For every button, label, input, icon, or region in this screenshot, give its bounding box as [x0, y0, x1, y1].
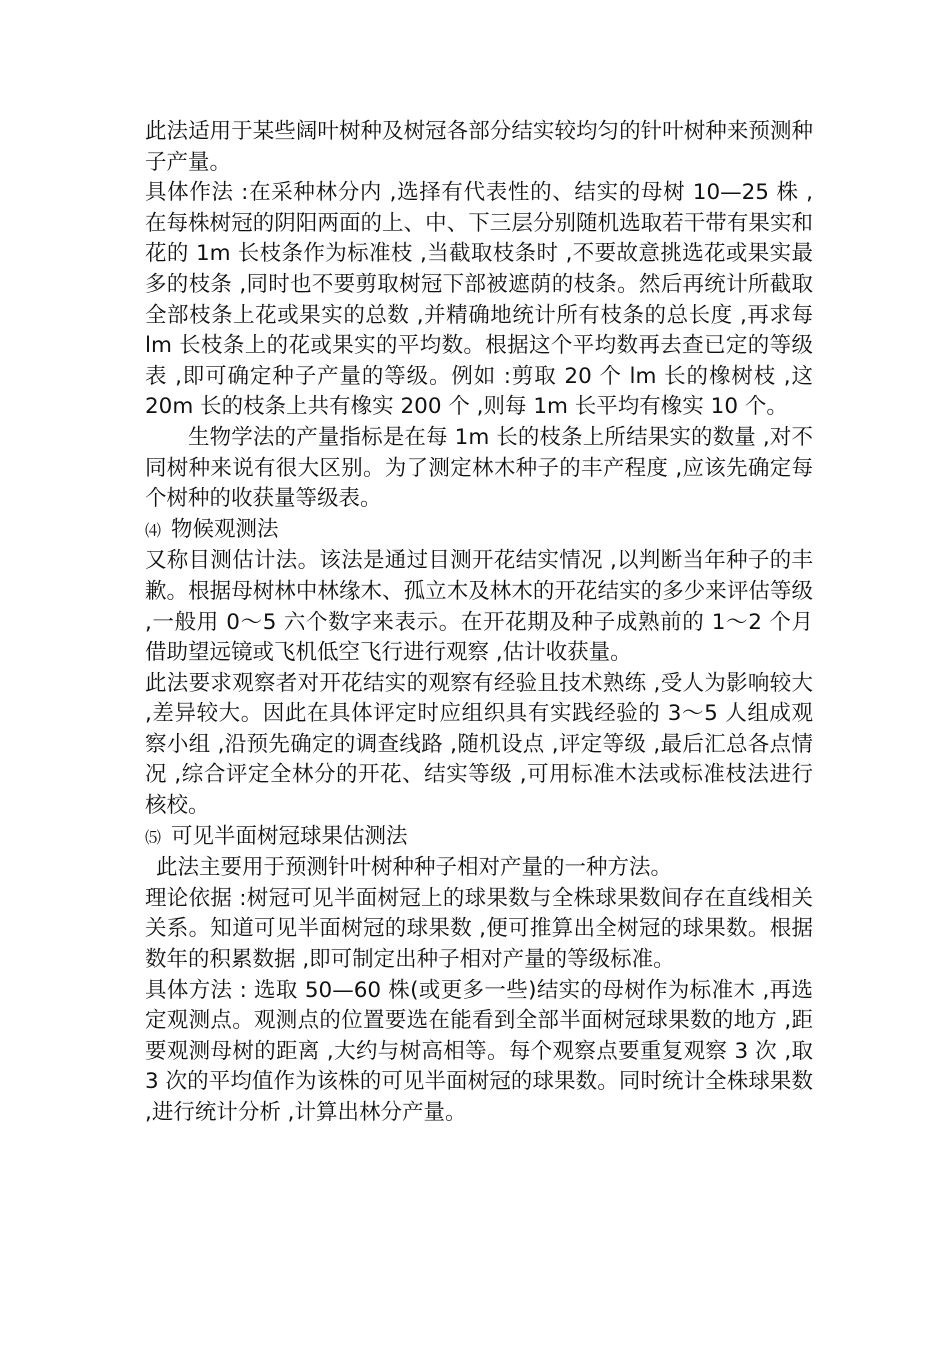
paragraph-specific-method: 具体方法 : 选取 50—60 株(或更多一些)结实的母树作为标准木 ,再选定观测点。观测点的位置要选在能看到全部半面树冠球果数的地方 ,距要观测母树的距离 ,大约与树高相等。每个观察点要重复观察 3 次 ,取 3 次的平均值作为该株的可见半面树冠的球果数。同时统计全株球果数 ,进行统计分析 ,计算出林分产量。 [145, 977, 813, 1125]
paragraph-scope: 此法适用于某些阔叶树种及树冠各部分结实较均匀的针叶树种来预测种子产量。 [145, 119, 813, 175]
paragraph-observer-requirements: 此法要求观察者对开花结实的观察有经验且技术熟练 ,受人为影响较大 ,差异较大。因此在具体评定时应组织具有实践经验的 3～5 人组成观察小组 ,沿预先确定的调查线路 ,随机设点 ,评定等级 ,最后汇总各点情况 ,综合评定全林分的开花、结实等级 ,可用标准木法或标准枝法进行核校。 [145, 670, 813, 819]
paragraph-theory-basis: 理论依据 :树冠可见半面树冠上的球果数与全株球果数间存在直线相关关系。知道可见半面树冠的球果数 ,便可推算出全树冠的球果数。根据数年的积累数据 ,即可制定出种子相对产量的等级标准。 [145, 885, 813, 973]
paragraph-visual-estimate: 又称目测估计法。该法是通过目测开花结实情况 ,以判断当年种子的丰歉。根据母树林中林缘木、孤立木及林木的开花结实的多少来评估等级 ,一般用 0～5 六个数字来表示。在开花期及种子成熟前的 1～2 个月借助望远镜或飞机低空飞行进行观察 ,估计收获量。 [145, 548, 813, 666]
heading-half-crown-method [145, 822, 813, 854]
paragraph-method-purpose: 此法主要用于预测针叶树种种子相对产量的一种方法。 [156, 855, 673, 881]
heading-number: ⑷ [145, 520, 162, 540]
paragraph-biological-index: 生物学法的产量指标是在每 1m 长的枝条上所结果实的数量 ,对不同树种来说有很大区别。为了测定林木种子的丰产程度 ,应该先确定每个树种的收获量等级表。 [145, 424, 813, 512]
heading-phenology-method [145, 515, 813, 547]
heading-text: 物候观测法 [171, 516, 279, 542]
heading-number: ⑸ [145, 827, 162, 847]
document-body [145, 117, 813, 1129]
heading-text: 可见半面树冠球果估测法 [171, 823, 408, 849]
paragraph-procedure: 具体作法 :在采种林分内 ,选择有代表性的、结实的母树 10—25 株 ,在每株树冠的阴阳两面的上、中、下三层分别随机选取若干带有果实和花的 1m 长枝条作为标准枝 ,当截取枝条时 ,不要故意挑选花或果实最多的枝条 ,同时也不要剪取树冠下部被遮荫的枝条。然后再统计所截取全部枝条上花或果实的总数 ,并精确地统计所有枝条的总长度 ,再求每 lm 长枝条上的花或果实的平均数。根据这个平均数再去查已定的等级表 ,即可确定种子产量的等级。例如 :剪取 20 个 lm 长的橡树枝 ,这 20m 长的枝条上共有橡实 200 个 ,则每 1m 长平均有橡实 10 个。 [145, 180, 813, 420]
